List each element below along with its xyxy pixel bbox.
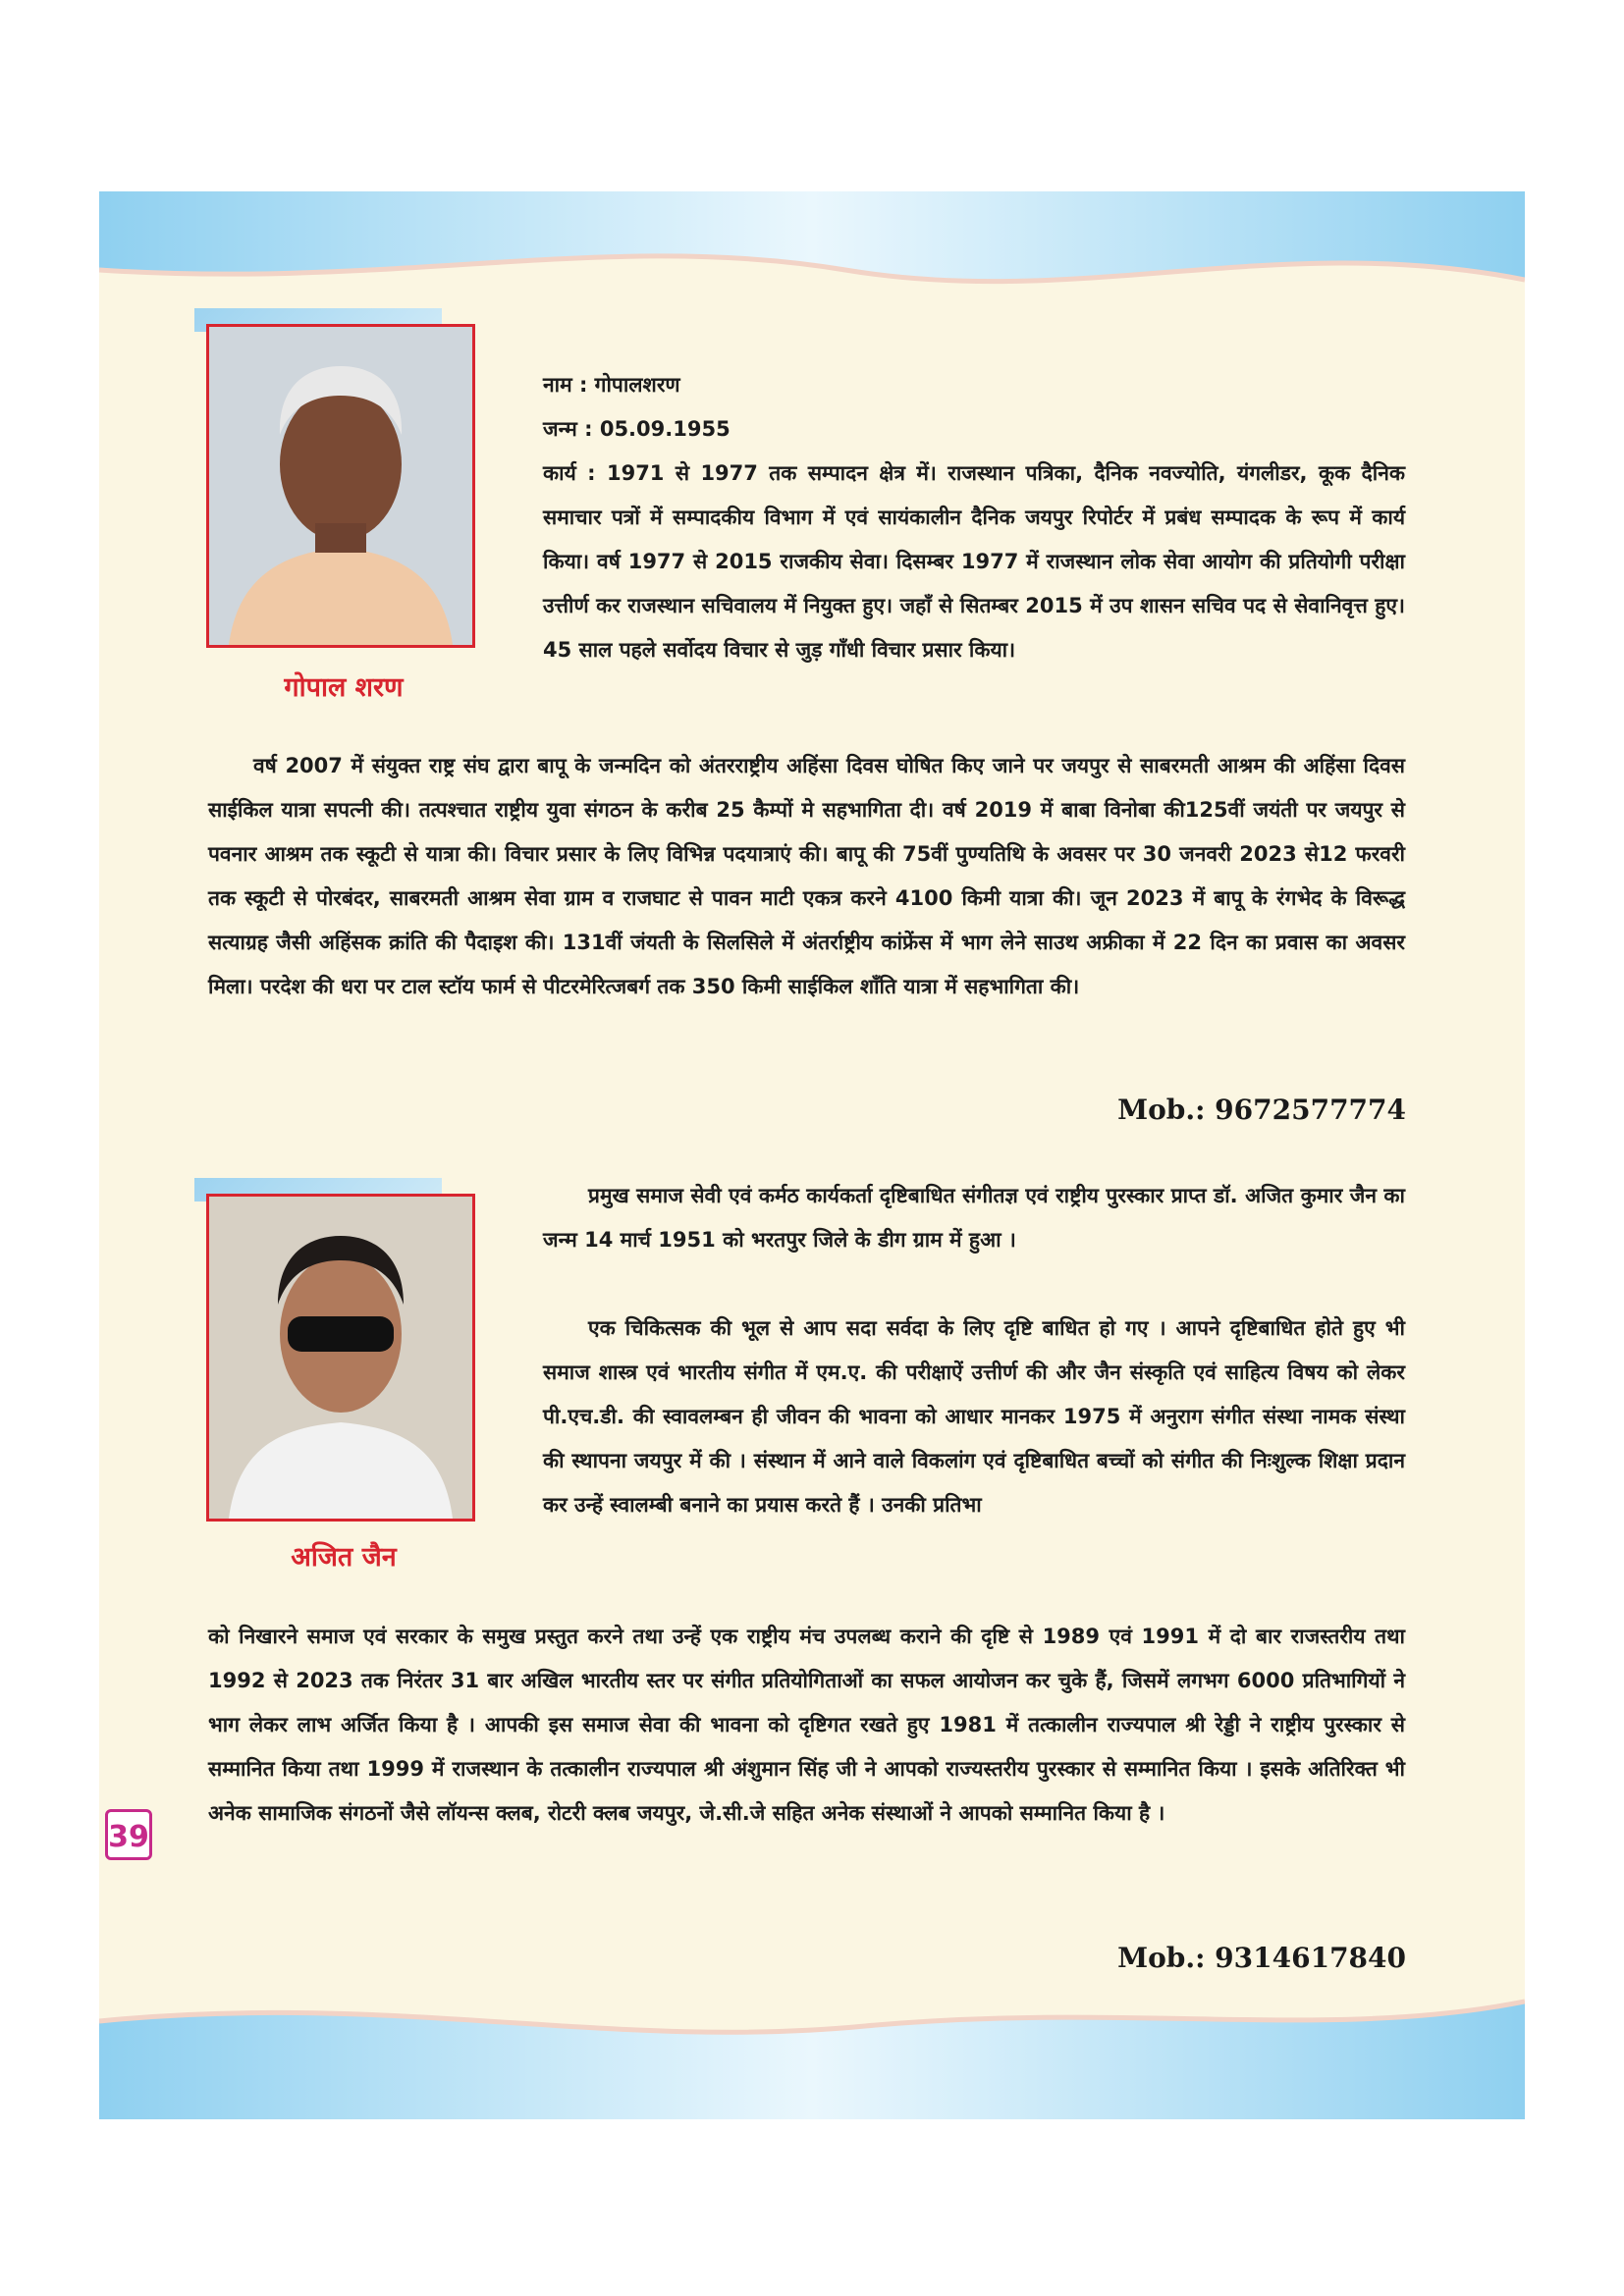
photo-caption: गोपाल शरण bbox=[284, 672, 404, 703]
body-paragraph: वर्ष 2007 में संयुक्त राष्ट्र संघ द्वारा बापू के जन्मदिन को अंतरराष्ट्रीय अहिंसा दिवस घोषित किए जाने पर जयपुर से साबरमती आश्रम की अहिंसा दिवस साईकिल यात्रा सपत्नी की। तत्पश्चात राष्ट्रीय युवा संगठन के करीब 25 कैम्पों मे सहभागिता दी। वर्ष 2019 में बाबा विनोबा की125वीं जयंती पर जयपुर से पवनार आश्रम तक स्कूटी से यात्रा की। विचार प्रसार के लिए विभिन्न पदयात्राएं की। बापू की 75वीं पुण्यतिथि के अवसर पर 30 जनवरी 2023 से12 फरवरी तक स्कूटी से पोरबंदर, साबरमती आश्रम सेवा ग्राम व राजघाट से पावन माटी एकत्र करने 4100 किमी यात्रा की। जून 2023 में बापू के रंगभेद के विरूद्ध सत्याग्रह जैसी अहिंसक क्रांति की पैदाइश की। 131वीं जंयती के सिलसिले में अंतर्राष्ट्रीय कांफ्रेंस में भाग लेने साउथ अफ्रीका में 22 दिन का प्रवास का अवसर मिला। परदेश की धरा पर टाल स्टॉय फार्म से पीटरमेरित्जबर्ग तक 350 किमी साईकिल शाँति यात्रा में सहभागिता की। bbox=[208, 754, 1405, 998]
birth-line: जन्म : 05.09.1955 bbox=[543, 417, 731, 441]
portrait-image bbox=[209, 1197, 472, 1519]
intro-paragraph: प्रमुख समाज सेवी एवं कर्मठ कार्यकर्ता दृष्टिबाधित संगीतज्ञ एवं राष्ट्रीय पुरस्कार प्राप्त डॉ. अजित कुमार जैन का जन्म 14 मार्च 1951 को भरतपुर जिले के डीग ग्राम में हुआ । bbox=[543, 1184, 1405, 1252]
profile-text-block bbox=[543, 363, 1405, 672]
portrait-photo-ajit-jain bbox=[206, 1194, 475, 1522]
photo-caption: अजित जैन bbox=[291, 1542, 397, 1573]
portrait-image bbox=[209, 327, 472, 645]
work-paragraph: कार्य : 1971 से 1977 तक सम्पादन क्षेत्र में। राजस्थान पत्रिका, दैनिक नवज्योति, यंगलीडर, कूक दैनिक समाचार पत्रों में सम्पादकीय विभाग में एवं सायंकालीन दैनिक जयपुर रिपोर्टर में प्रबंध सम्पादक के रूप में कार्य किया। वर्ष 1977 से 2015 राजकीय सेवा। दिसम्बर 1977 में राजस्थान लोक सेवा आयोग की प्रतियोगी परीक्षा उत्तीर्ण कर राजस्थान सचिवालय में नियुक्त हुए। जहाँ से सितम्बर 2015 में उप शासन सचिव पद से सेवानिवृत्त हुए। 45 साल पहले सर्वोदय विचार से जुड़ गाँधी विचार प्रसार किया। bbox=[543, 461, 1405, 662]
bottom-wave-decoration bbox=[99, 1982, 1525, 2119]
side-paragraph: एक चिकित्सक की भूल से आप सदा सर्वदा के लिए दृष्टि बाधित हो गए । आपने दृष्टिबाधित होते हुए भी समाज शास्त्र एवं भारतीय संगीत में एम.ए. की परीक्षाऐं उत्तीर्ण की और जैन संस्कृति एवं साहित्य विषय को लेकर पी.एच.डी. की स्वावलम्बन ही जीवन की भावना को आधार मानकर 1975 में अनुराग संगीत संस्था नामक संस्था की स्थापना जयपुर में की । संस्थान में आने वाले विकलांग एवं दृष्टिबाधित बच्चों को संगीत की निःशुल्क शिक्षा प्रदान कर उन्हें स्वालम्बी बनाने का प्रयास करते हैं । उनकी प्रतिभा bbox=[543, 1316, 1405, 1517]
page-number: 39 bbox=[105, 1809, 152, 1860]
mobile-number: Mob.: 9672577774 bbox=[1117, 1094, 1406, 1126]
portrait-photo-gopal-sharan bbox=[206, 324, 475, 648]
name-line: नाम : गोपालशरण bbox=[543, 373, 680, 397]
body-paragraph: को निखारने समाज एवं सरकार के समुख प्रस्तुत करने तथा उन्हें एक राष्ट्रीय मंच उपलब्ध कराने की दृष्टि से 1989 एवं 1991 में दो बार राजस्तरीय तथा 1992 से 2023 तक निरंतर 31 बार अखिल भारतीय स्तर पर संगीत प्रतियोगिताओं का सफल आयोजन कर चुके हैं, जिसमें लगभग 6000 प्रतिभागियों ने भाग लेकर लाभ अर्जित किया है । आपकी इस समाज सेवा की भावना को दृष्टिगत रखते हुए 1981 में तत्कालीन राज्यपाल श्री रेड्डी ने राष्ट्रीय पुरस्कार से सम्मानित किया तथा 1999 में राजस्थान के तत्कालीन राज्यपाल श्री अंशुमान सिंह जी ने आपको राज्यस्तरीय पुरस्कार से सम्मानित किया । इसके अतिरिक्त भी अनेक सामाजिक संगठनों जैसे लॉयन्स क्लब, रोटरी क्लब जयपुर, जे.सी.जे सहित अनेक संस्थाओं ने आपको सम्मानित किया है । bbox=[208, 1625, 1405, 1825]
mobile-number: Mob.: 9314617840 bbox=[1117, 1942, 1406, 1974]
